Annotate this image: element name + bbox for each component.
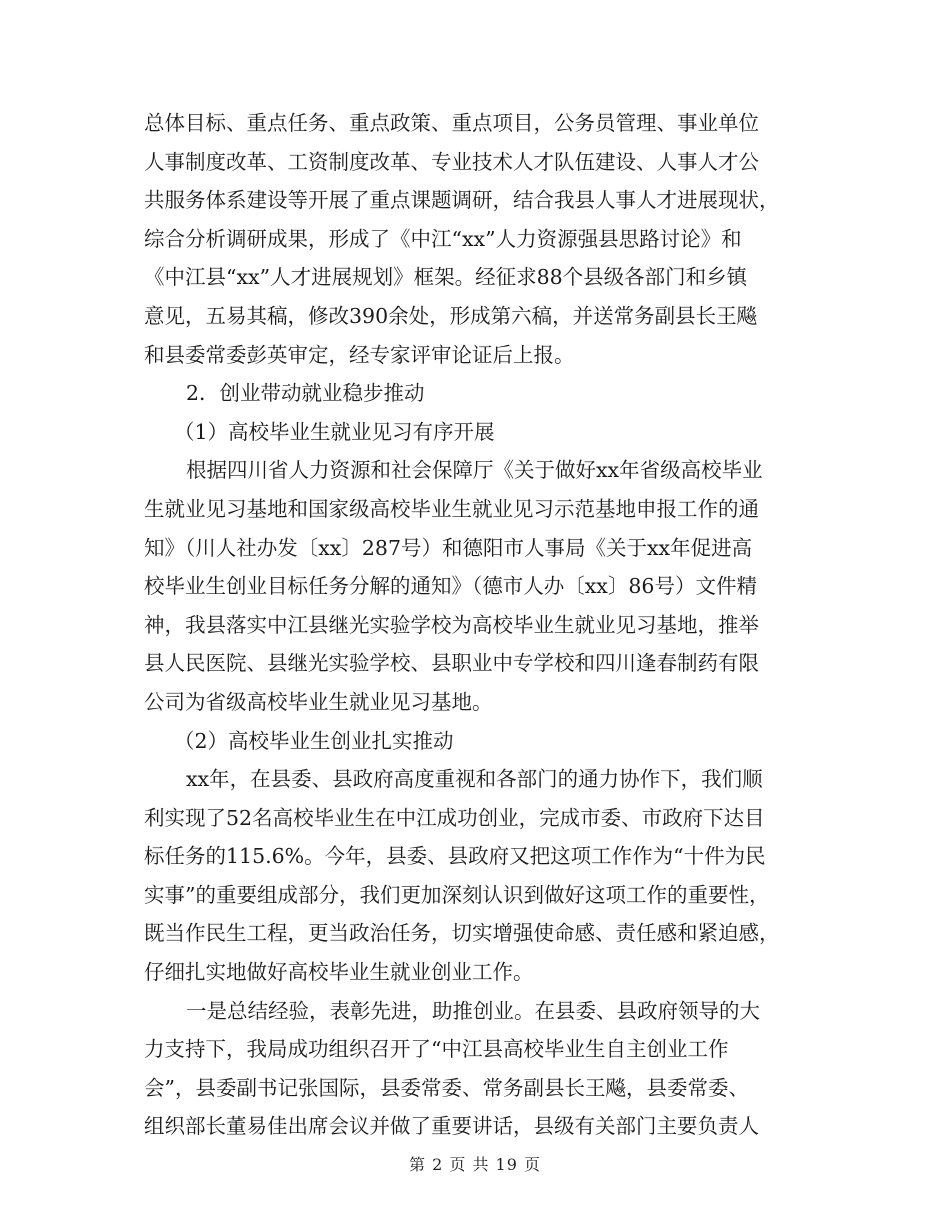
page-number-footer: 第 2 页 共 19 页 bbox=[409, 1155, 541, 1174]
text-line: 组织部长董易佳出席会议并做了重要讲话，县级有关部门主要负责人 bbox=[144, 1114, 759, 1139]
text-line: 利实现了52名高校毕业生在中江成功创业，完成市委、市政府下达目 bbox=[144, 805, 765, 830]
text-line: 校毕业生创业目标任务分解的通知》（德市人办〔xx〕86号）文件精 bbox=[144, 574, 757, 599]
text-line: 既当作民生工程，更当政治任务，切实增强使命感、责任感和紧迫感， bbox=[144, 921, 780, 946]
text-line: 根据四川省人力资源和社会保障厅《关于做好xx年省级高校毕业 bbox=[186, 458, 763, 483]
text-line: 综合分析调研成果，形成了《中江“xx”人力资源强县思路讨论》和 bbox=[144, 226, 742, 251]
text-line: 会”，县委副书记张国际，县委常委、常务副县长王飚，县委常委、 bbox=[144, 1075, 749, 1100]
text-line: 公司为省级高校毕业生就业见习基地。 bbox=[144, 689, 493, 714]
text-line: 标任务的115.6%。今年，县委、县政府又把这项工作作为“十件为民 bbox=[144, 844, 766, 869]
subsection-heading: （2）高校毕业生创业扎实推动 bbox=[174, 728, 454, 753]
text-line: 生就业见习基地和国家级高校毕业生就业见习示范基地申报工作的通 bbox=[144, 496, 759, 521]
subsection-heading: （1）高校毕业生就业见习有序开展 bbox=[174, 419, 495, 444]
text-line: 力支持下，我局成功组织召开了“中江县高校毕业生自主创业工作 bbox=[144, 1037, 729, 1062]
text-line: 《中江县“xx”人才进展规划》框架。经征求88个县级各部门和乡镇 bbox=[144, 265, 748, 290]
text-line: 意见，五易其稿，修改390余处，形成第六稿，并送常务副县长王飚 bbox=[144, 303, 758, 328]
document-body bbox=[144, 104, 806, 1146]
text-line: 共服务体系建设等开展了重点课题调研，结合我县人事人才进展现状， bbox=[144, 188, 780, 213]
text-line: 总体目标、重点任务、重点政策、重点项目，公务员管理、事业单位 bbox=[144, 111, 759, 135]
text-line: 神，我县落实中江县继光实验学校为高校毕业生就业见习基地，推举 bbox=[144, 612, 759, 637]
text-line: 知》（川人社办发〔xx〕287号）和德阳市人事局《关于xx年促进高 bbox=[144, 535, 753, 560]
text-line: 实事”的重要组成部分，我们更加深刻认识到做好这项工作的重要性， bbox=[144, 882, 770, 907]
text-line: 县人民医院、县继光实验学校、县职业中专学校和四川逢春制药有限 bbox=[144, 651, 759, 676]
text-line: 仔细扎实地做好高校毕业生就业创业工作。 bbox=[144, 960, 534, 985]
text-line: xx年，在县委、县政府高度重视和各部门的通力协作下，我们顺 bbox=[186, 767, 763, 792]
text-line: 一是总结经验，表彰先进，助推创业。在县委、县政府领导的大 bbox=[186, 998, 760, 1023]
text-line: 人事制度改革、工资制度改革、专业技术人才队伍建设、人事人才公 bbox=[144, 149, 759, 174]
section-heading: 2．创业带动就业稳步推动 bbox=[186, 381, 425, 406]
text-line: 和县委常委彭英审定，经专家评审论证后上报。 bbox=[144, 342, 575, 367]
